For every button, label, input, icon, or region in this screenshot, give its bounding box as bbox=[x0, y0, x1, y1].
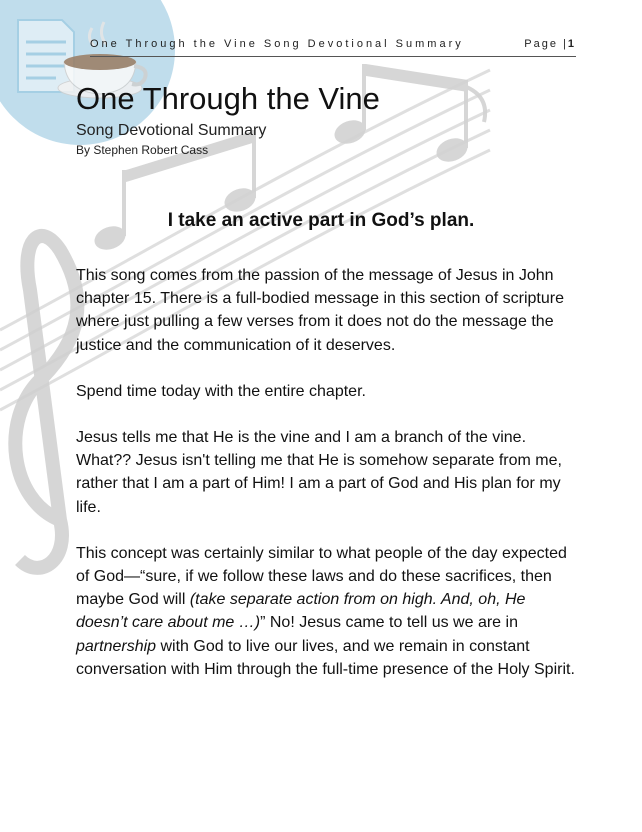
paragraph: Jesus tells me that He is the vine and I am a branch of the vine. What?? Jesus isn't telling me that He is somehow separate from me, rather that I am a part of Him! I am a part of God and His plan for my life. bbox=[76, 429, 562, 516]
italic-text: partnership bbox=[76, 637, 157, 655]
document-subtitle: Song Devotional Summary bbox=[76, 122, 267, 139]
body-text bbox=[76, 264, 576, 704]
paragraph: This song comes from the passion of the message of Jesus in John chapter 15. There is a full-bodied message in this section of scripture where just pulling a few verses from it does not do the message the justice and the communication of it deserves. bbox=[76, 267, 564, 354]
paragraph bbox=[76, 542, 576, 681]
section-heading: I take an active part in God’s plan. bbox=[167, 210, 475, 231]
italic-text: (take separate action from on high. And, oh, He doesn’t care about me …) bbox=[76, 591, 526, 632]
text-run: with God to live our lives, and we remain in constant conversation with Him through the full-time presence of the Holy Spirit. bbox=[76, 637, 575, 678]
running-header bbox=[90, 38, 576, 57]
title-block bbox=[76, 80, 380, 157]
page-indicator bbox=[524, 38, 576, 50]
running-title: One Through the Vine Song Devotional Summary bbox=[90, 38, 464, 50]
text-run: ” No! Jesus came to tell us we are in bbox=[260, 614, 518, 632]
document-title: One Through the Vine bbox=[76, 81, 380, 116]
page-number: 1 bbox=[567, 38, 576, 50]
paragraph: Spend time today with the entire chapter. bbox=[76, 382, 366, 400]
document-icon bbox=[18, 20, 74, 92]
page-label: Page | bbox=[524, 38, 568, 50]
treble-clef-icon bbox=[15, 236, 77, 568]
author-line: By Stephen Robert Cass bbox=[76, 143, 209, 157]
text-run: This concept was certainly similar to what people of the day expected of God—“sure, if we follow these laws and do these sacrifices, then maybe God will bbox=[76, 544, 567, 609]
